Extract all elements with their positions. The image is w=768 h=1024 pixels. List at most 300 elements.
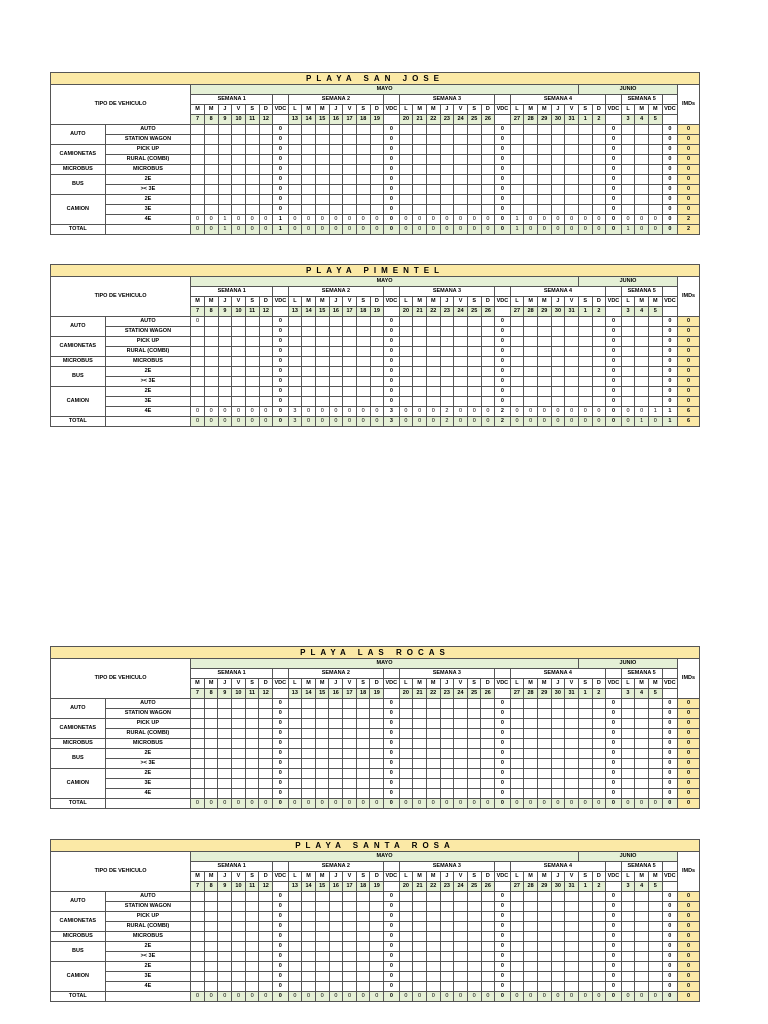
vdc-cell: 0 — [384, 215, 399, 225]
vdc-cell: 0 — [606, 377, 621, 387]
vdc-cell: 0 — [495, 215, 510, 225]
count-cell — [315, 789, 329, 799]
day-date: 15 — [315, 882, 329, 892]
count-cell — [259, 699, 273, 709]
count-cell — [440, 205, 454, 215]
day-letter: S — [467, 679, 481, 689]
count-cell: 0 — [592, 407, 606, 417]
table-row — [51, 729, 700, 739]
vdc-cell: 0 — [495, 759, 510, 769]
count-cell — [370, 962, 384, 972]
count-cell — [232, 739, 246, 749]
count-cell: 0 — [204, 215, 218, 225]
vdc-cell: 0 — [662, 377, 677, 387]
total-label: TOTAL — [51, 417, 106, 427]
count-cell — [621, 932, 635, 942]
day-letter: S — [245, 297, 259, 307]
total-cell: 0 — [302, 992, 316, 1002]
count-cell — [259, 347, 273, 357]
count-cell — [259, 317, 273, 327]
vehicle-type: MICROBUS — [105, 739, 191, 749]
count-cell — [467, 347, 481, 357]
count-cell — [578, 942, 592, 952]
count-cell — [510, 902, 524, 912]
vdc-cell: 0 — [273, 205, 288, 215]
total-row — [51, 225, 700, 235]
day-letter: D — [481, 297, 495, 307]
count-cell — [232, 709, 246, 719]
vehicle-category: MICROBUS — [51, 739, 106, 749]
count-cell — [329, 387, 343, 397]
vdc-cell: 0 — [384, 367, 399, 377]
month-junio: JUNIO — [578, 852, 677, 862]
vdc-cell: 0 — [662, 195, 677, 205]
count-cell — [356, 205, 370, 215]
day-letter: M — [315, 297, 329, 307]
count-cell — [510, 145, 524, 155]
count-cell — [426, 902, 440, 912]
vdc-cell: 0 — [606, 185, 621, 195]
vdc-cell: 0 — [384, 729, 399, 739]
count-cell — [413, 185, 427, 195]
total-cell: 0 — [565, 225, 579, 235]
total-vdc-cell: 0 — [495, 225, 510, 235]
total-cell: 0 — [440, 799, 454, 809]
count-cell — [204, 155, 218, 165]
total-cell: 0 — [510, 992, 524, 1002]
count-cell — [551, 367, 565, 377]
table-row — [51, 942, 700, 952]
count-cell — [454, 125, 468, 135]
day-date: 20 — [399, 689, 413, 699]
count-cell — [288, 337, 302, 347]
count-cell — [481, 397, 495, 407]
count-cell — [592, 337, 606, 347]
count-cell — [565, 185, 579, 195]
count-cell — [649, 125, 663, 135]
total-vdc-cell: 1 — [273, 225, 288, 235]
count-cell — [467, 145, 481, 155]
vdc-cell: 0 — [606, 789, 621, 799]
total-vdc-cell: 0 — [273, 992, 288, 1002]
count-cell — [592, 719, 606, 729]
count-cell — [481, 165, 495, 175]
count-cell — [426, 709, 440, 719]
vehicle-category: BUS — [51, 942, 106, 962]
day-date: 22 — [426, 689, 440, 699]
count-cell — [343, 739, 357, 749]
day-letter: M — [315, 679, 329, 689]
count-cell: 2 — [440, 407, 454, 417]
count-cell: 0 — [343, 407, 357, 417]
day-letter: M — [204, 105, 218, 115]
count-cell — [648, 952, 662, 962]
total-cell: 0 — [232, 417, 246, 427]
imds-cell: 0 — [678, 902, 700, 912]
count-cell — [648, 902, 662, 912]
day-date: 31 — [565, 307, 579, 317]
count-cell — [635, 719, 649, 729]
vehicle-category: CAMIONETAS — [51, 719, 106, 739]
count-cell — [592, 397, 606, 407]
imds-cell: 0 — [678, 337, 700, 347]
vdc-cell: 0 — [662, 912, 677, 922]
vdc-cell: 0 — [662, 922, 677, 932]
total-cell: 0 — [649, 225, 663, 235]
table-row — [51, 397, 700, 407]
count-cell — [259, 397, 273, 407]
count-cell — [510, 185, 524, 195]
day-date: 26 — [481, 307, 495, 317]
count-cell — [413, 397, 427, 407]
day-date: 20 — [399, 115, 413, 125]
total-cell: 0 — [635, 992, 649, 1002]
count-cell — [356, 769, 370, 779]
table-row — [51, 779, 700, 789]
count-cell — [218, 155, 232, 165]
count-cell — [551, 902, 565, 912]
day-date: 12 — [259, 882, 273, 892]
count-cell — [510, 769, 524, 779]
table-row — [51, 327, 700, 337]
count-cell — [232, 769, 246, 779]
count-cell — [413, 729, 427, 739]
day-letter: S — [356, 297, 370, 307]
day-letter: M — [524, 297, 538, 307]
count-cell — [204, 892, 218, 902]
count-cell — [578, 759, 592, 769]
count-cell — [578, 155, 592, 165]
count-cell — [481, 922, 495, 932]
count-cell — [510, 759, 524, 769]
count-cell — [649, 165, 663, 175]
imds-cell: 0 — [678, 387, 700, 397]
day-date: 12 — [259, 307, 273, 317]
vdc-cell: 0 — [662, 709, 677, 719]
day-date: 11 — [245, 307, 259, 317]
count-cell — [329, 699, 343, 709]
count-cell — [315, 952, 329, 962]
table-row — [51, 922, 700, 932]
count-cell — [592, 387, 606, 397]
count-cell — [578, 165, 592, 175]
count-cell — [315, 982, 329, 992]
total-cell: 0 — [524, 225, 538, 235]
count-cell — [191, 377, 205, 387]
count-cell — [578, 982, 592, 992]
day-date: 24 — [454, 882, 468, 892]
count-cell — [481, 337, 495, 347]
count-cell — [621, 185, 635, 195]
count-cell — [259, 165, 273, 175]
count-cell — [370, 902, 384, 912]
vdc-spacer — [662, 862, 677, 872]
count-cell — [454, 165, 468, 175]
count-cell — [204, 942, 218, 952]
vehicle-type: 4E — [105, 215, 191, 225]
count-cell — [426, 789, 440, 799]
count-cell — [481, 952, 495, 962]
count-cell — [621, 377, 635, 387]
day-letter: L — [399, 297, 413, 307]
table-title: PLAYA SANTA ROSA — [51, 840, 700, 852]
vdc-cell: 0 — [495, 739, 510, 749]
count-cell — [245, 912, 259, 922]
count-cell — [440, 769, 454, 779]
vdc-cell: 0 — [384, 952, 399, 962]
count-cell — [204, 145, 218, 155]
count-cell — [426, 185, 440, 195]
count-cell — [288, 377, 302, 387]
imds-cell: 0 — [678, 145, 700, 155]
count-cell: 0 — [454, 407, 468, 417]
count-cell — [481, 205, 495, 215]
count-cell — [259, 789, 273, 799]
count-cell — [343, 125, 357, 135]
count-cell — [399, 719, 413, 729]
day-date: 14 — [302, 882, 316, 892]
vdc-cell: 0 — [495, 327, 510, 337]
vdc-spacer — [384, 689, 399, 699]
count-cell — [302, 962, 316, 972]
count-cell — [245, 769, 259, 779]
count-cell — [356, 729, 370, 739]
count-cell — [204, 699, 218, 709]
day-letter: D — [370, 105, 384, 115]
count-cell — [551, 922, 565, 932]
count-cell — [578, 699, 592, 709]
day-letter: D — [259, 105, 273, 115]
vdc-header: VDC — [273, 297, 288, 307]
vdc-cell: 0 — [606, 397, 621, 407]
count-cell — [399, 357, 413, 367]
count-cell — [288, 972, 302, 982]
vdc-spacer — [273, 287, 288, 297]
count-cell — [467, 982, 481, 992]
count-cell — [218, 367, 232, 377]
table-row — [51, 377, 700, 387]
total-vdc-cell: 2 — [495, 417, 510, 427]
count-cell — [329, 145, 343, 155]
count-cell — [329, 912, 343, 922]
count-cell — [356, 185, 370, 195]
count-cell — [621, 165, 635, 175]
vehicle-type: 3E — [105, 779, 191, 789]
count-cell — [315, 327, 329, 337]
vdc-cell: 0 — [384, 699, 399, 709]
day-date: 10 — [232, 307, 246, 317]
total-cell: 0 — [288, 992, 302, 1002]
count-cell — [467, 337, 481, 347]
count-cell — [635, 145, 649, 155]
count-cell — [191, 185, 205, 195]
count-cell — [204, 912, 218, 922]
total-cell: 0 — [302, 225, 316, 235]
total-cell: 0 — [454, 992, 468, 1002]
count-cell — [204, 769, 218, 779]
imds-cell: 0 — [678, 932, 700, 942]
count-cell — [635, 125, 649, 135]
day-date: 8 — [204, 882, 218, 892]
count-cell — [191, 789, 205, 799]
day-letter: L — [399, 872, 413, 882]
count-cell — [537, 982, 551, 992]
count-cell — [578, 932, 592, 942]
vdc-spacer — [273, 669, 288, 679]
count-cell — [191, 769, 205, 779]
count-cell — [537, 699, 551, 709]
count-cell — [481, 912, 495, 922]
count-cell — [232, 337, 246, 347]
count-cell — [356, 347, 370, 357]
count-cell — [565, 789, 579, 799]
day-letter: L — [288, 679, 302, 689]
count-cell — [343, 367, 357, 377]
count-cell — [524, 347, 538, 357]
count-cell — [302, 982, 316, 992]
vdc-cell: 0 — [384, 912, 399, 922]
day-letter: M — [426, 105, 440, 115]
count-cell: 0 — [467, 407, 481, 417]
count-cell — [399, 317, 413, 327]
count-cell — [578, 387, 592, 397]
vdc-cell: 0 — [606, 125, 621, 135]
day-date: 1 — [578, 115, 592, 125]
vdc-cell: 0 — [384, 185, 399, 195]
day-date: 4 — [635, 882, 649, 892]
count-cell — [232, 125, 246, 135]
count-cell — [537, 327, 551, 337]
count-cell — [204, 922, 218, 932]
count-cell — [592, 962, 606, 972]
total-vdc-cell: 0 — [662, 225, 677, 235]
count-cell — [356, 195, 370, 205]
count-cell — [467, 739, 481, 749]
count-cell — [467, 367, 481, 377]
week-header: SEMANA 3 — [399, 95, 495, 105]
vdc-cell: 0 — [384, 195, 399, 205]
day-letter: M — [648, 872, 662, 882]
vdc-cell: 0 — [662, 135, 677, 145]
count-cell — [288, 367, 302, 377]
total-cell: 0 — [370, 417, 384, 427]
vdc-cell: 0 — [273, 759, 288, 769]
vehicle-category: CAMIONETAS — [51, 145, 106, 165]
vdc-cell: 0 — [384, 892, 399, 902]
total-spacer — [105, 799, 191, 809]
count-cell — [218, 175, 232, 185]
count-cell — [343, 719, 357, 729]
day-date: 17 — [343, 689, 357, 699]
count-cell — [510, 942, 524, 952]
count-cell — [218, 779, 232, 789]
day-date: 12 — [259, 115, 273, 125]
day-letter: M — [302, 105, 316, 115]
count-cell — [510, 779, 524, 789]
vdc-cell: 0 — [606, 165, 621, 175]
count-cell — [399, 145, 413, 155]
count-cell: 0 — [245, 407, 259, 417]
count-cell — [481, 125, 495, 135]
count-cell — [356, 357, 370, 367]
count-cell — [204, 709, 218, 719]
count-cell — [537, 317, 551, 327]
count-cell — [288, 327, 302, 337]
count-cell — [592, 165, 606, 175]
count-cell — [621, 357, 635, 367]
count-cell — [440, 397, 454, 407]
week-header: SEMANA 1 — [191, 287, 273, 297]
count-cell — [467, 155, 481, 165]
count-cell — [592, 317, 606, 327]
table-row — [51, 407, 700, 417]
count-cell — [426, 347, 440, 357]
traffic-table — [50, 839, 700, 1002]
total-cell: 0 — [621, 417, 635, 427]
vdc-cell: 0 — [606, 357, 621, 367]
count-cell: 0 — [259, 215, 273, 225]
count-cell — [537, 195, 551, 205]
total-cell: 0 — [481, 992, 495, 1002]
count-cell — [524, 357, 538, 367]
count-cell: 0 — [467, 215, 481, 225]
total-cell: 0 — [440, 225, 454, 235]
count-cell — [413, 932, 427, 942]
vdc-cell: 0 — [495, 892, 510, 902]
count-cell — [635, 337, 649, 347]
count-cell — [537, 387, 551, 397]
vdc-cell: 0 — [662, 367, 677, 377]
count-cell — [315, 749, 329, 759]
count-cell — [232, 135, 246, 145]
count-cell — [578, 962, 592, 972]
count-cell — [302, 165, 316, 175]
vdc-cell: 0 — [273, 155, 288, 165]
count-cell — [302, 769, 316, 779]
vdc-cell: 0 — [384, 155, 399, 165]
count-cell — [232, 367, 246, 377]
count-cell — [426, 195, 440, 205]
day-letter: M — [649, 297, 663, 307]
count-cell — [524, 185, 538, 195]
count-cell — [259, 922, 273, 932]
count-cell — [232, 205, 246, 215]
day-date: 28 — [524, 689, 538, 699]
count-cell — [635, 377, 649, 387]
day-letter: V — [454, 297, 468, 307]
week-header: SEMANA 5 — [621, 862, 662, 872]
count-cell — [329, 779, 343, 789]
total-cell: 0 — [204, 799, 218, 809]
vdc-cell: 0 — [495, 387, 510, 397]
day-letter: V — [454, 872, 468, 882]
vdc-header: VDC — [495, 872, 510, 882]
count-cell — [467, 175, 481, 185]
count-cell — [191, 982, 205, 992]
count-cell: 0 — [218, 407, 232, 417]
count-cell — [245, 165, 259, 175]
vehicle-type: RURAL (COMBI) — [105, 922, 191, 932]
vdc-cell: 0 — [606, 205, 621, 215]
day-letter: M — [302, 872, 316, 882]
count-cell — [370, 367, 384, 377]
count-cell — [343, 952, 357, 962]
vdc-cell: 0 — [495, 367, 510, 377]
vdc-spacer — [384, 95, 399, 105]
count-cell — [578, 779, 592, 789]
count-cell — [399, 185, 413, 195]
count-cell — [510, 155, 524, 165]
